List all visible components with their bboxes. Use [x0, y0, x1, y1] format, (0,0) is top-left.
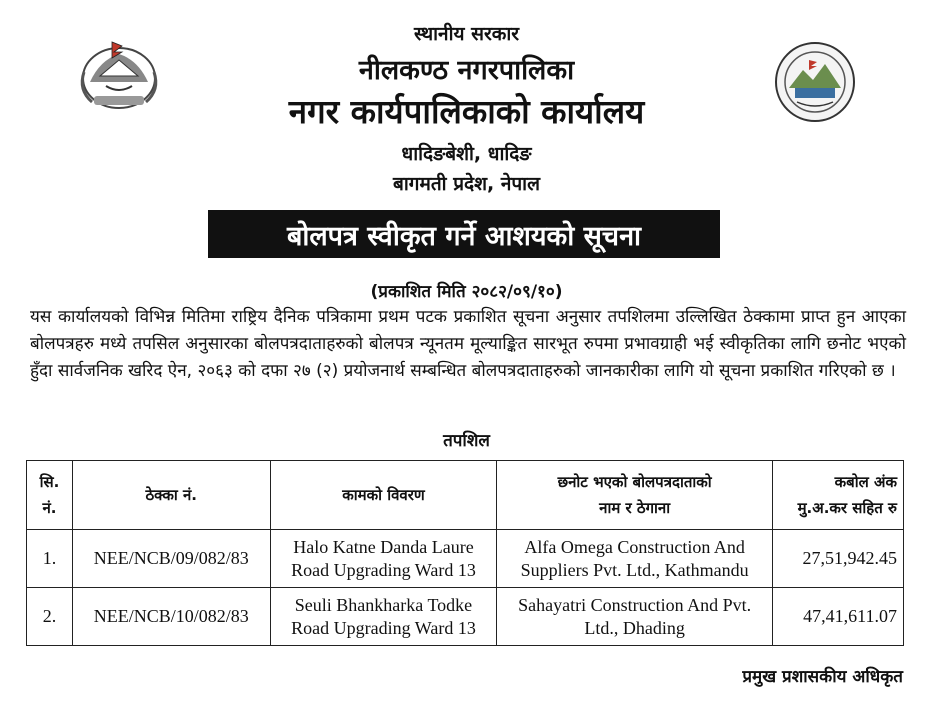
table-title: तपशिल: [443, 431, 490, 451]
row-selected-bidder: Sahayatri Construction And Pvt. Ltd., Dhading: [497, 588, 772, 646]
notice-title: बोलपत्र स्वीकृत गर्ने आशयको सूचना: [286, 220, 642, 252]
row-contract-number: NEE/NCB/10/082/83: [72, 588, 270, 646]
header-serial-number: सि. नं.: [27, 461, 73, 530]
header-work-description: कामको विवरण: [270, 461, 497, 530]
header-contract-number: ठेक्का नं.: [72, 461, 270, 530]
row-bid-amount: 27,51,942.45: [772, 530, 903, 588]
header-selected-bidder: छनोट भएको बोलपत्रदाताको नाम र ठेगाना: [497, 461, 772, 530]
office-name: नगर कार्यपालिकाको कार्यालय: [288, 92, 645, 131]
municipality-name: नीलकण्ठ नगरपालिका: [358, 55, 575, 86]
row-serial-number: 1.: [27, 530, 73, 588]
province-country: बागमती प्रदेश, नेपाल: [393, 173, 540, 195]
office-address: धादिङबेशी, धादिङ: [401, 143, 532, 165]
table-row: [27, 588, 904, 646]
header-bid-amount: कबोल अंक मु.अ.कर सहित रु: [772, 461, 903, 530]
awarded-bids-table: [26, 460, 904, 646]
publish-date: (प्रकाशित मिति २०८२/०९/१०): [370, 282, 563, 302]
row-selected-bidder: Alfa Omega Construction And Suppliers Pvt. Ltd., Kathmandu: [497, 530, 772, 588]
row-contract-number: NEE/NCB/09/082/83: [72, 530, 270, 588]
row-serial-number: 2.: [27, 588, 73, 646]
table-row: [27, 530, 904, 588]
row-work-description: Seuli Bhankharka Todke Road Upgrading Ward 13: [270, 588, 497, 646]
row-bid-amount: 47,41,611.07: [772, 588, 903, 646]
table-header-row: [27, 461, 904, 530]
row-work-description: Halo Katne Danda Laure Road Upgrading Ward 13: [270, 530, 497, 588]
notice-body-text: यस कार्यालयको विभिन्न मितिमा राष्ट्रिय दैनिक पत्रिकामा प्रथम पटक प्रकाशित सूचना अनुसार तपशिलमा उल्लिखित ठेक्कामा प्राप्त हुन आएका बोलपत्रहरु मध्ये तपसिल अनुसारका बोलपत्रदाताहरुको बोलपत्र न्यूनतम मूल्याङ्कित सारभूत रुपमा प्रभावग्राही भई स्वीकृतिका लागि छनोट भएको हुँदा सार्वजनिक खरिद ऐन, २०६३ को दफा २७ (२) प्रयोजनार्थ सम्बन्धित बोलपत्रदाताहरुको जानकारीका लागि यो सूचना प्रकाशित गरिएको छ ।: [30, 307, 906, 381]
signatory-title: प्रमुख प्रशासकीय अधिकृत: [742, 667, 903, 687]
notice-title-banner: [208, 210, 720, 258]
local-government-line: स्थानीय सरकार: [413, 23, 520, 45]
